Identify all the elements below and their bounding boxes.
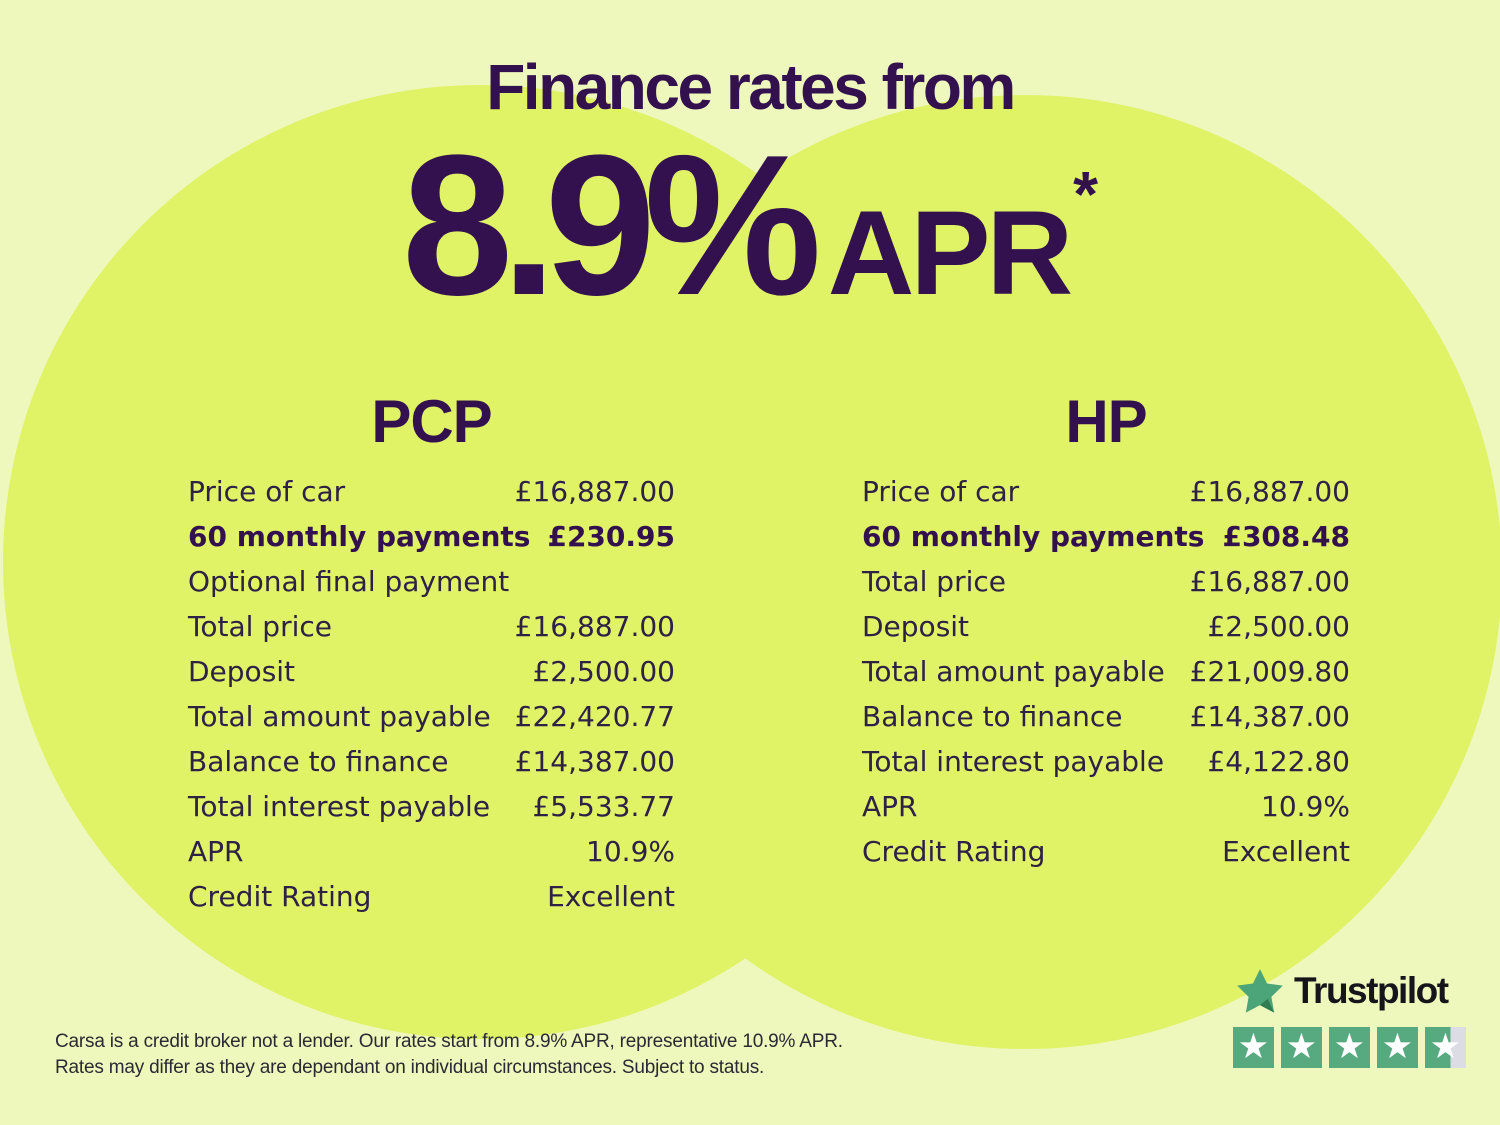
- table-row: [188, 514, 675, 559]
- trustpilot-logo: [1236, 968, 1473, 1014]
- row-label: 60 monthly payments: [862, 520, 1205, 553]
- row-label: Price of car: [188, 475, 346, 508]
- table-row: [188, 874, 675, 919]
- row-label: Price of car: [862, 475, 1020, 508]
- row-label: Total amount payable: [862, 655, 1165, 688]
- row-label: Total price: [188, 610, 332, 643]
- table-row: [188, 469, 675, 514]
- table-row: [862, 784, 1350, 829]
- row-value: £16,887.00: [514, 610, 675, 643]
- hp-heading: HP: [1065, 388, 1147, 455]
- row-value: £5,533.77: [532, 790, 675, 823]
- row-value: £2,500.00: [1207, 610, 1350, 643]
- table-row: [862, 829, 1350, 874]
- table-row: [188, 694, 675, 739]
- disclaimer-text: [55, 1029, 843, 1080]
- rating-star-box: ★: [1377, 1027, 1418, 1068]
- trustpilot-badge: [1233, 968, 1473, 1068]
- pcp-table: [188, 469, 675, 919]
- rate-asterisk: *: [1073, 158, 1099, 230]
- rating-star-box: ★: [1329, 1027, 1370, 1068]
- row-label: Optional final payment: [188, 565, 510, 598]
- table-row: [862, 559, 1350, 604]
- trustpilot-rating-stars: [1233, 1027, 1473, 1068]
- row-label: Credit Rating: [188, 880, 372, 913]
- table-row: [188, 829, 675, 874]
- rating-star-box: ★: [1233, 1027, 1274, 1068]
- pcp-heading: PCP: [371, 388, 492, 455]
- row-label: Deposit: [862, 610, 970, 643]
- row-value: £308.48: [1222, 520, 1350, 553]
- rate-unit: APR: [827, 186, 1070, 320]
- table-row: [188, 739, 675, 784]
- trustpilot-star-icon: [1236, 968, 1284, 1014]
- row-value: £22,420.77: [514, 700, 675, 733]
- row-value: Excellent: [1222, 835, 1350, 868]
- headline-rate: [0, 111, 1500, 341]
- hp-column: [862, 387, 1350, 868]
- table-row: [188, 649, 675, 694]
- row-label: 60 monthly payments: [188, 520, 531, 553]
- row-value: £16,887.00: [1189, 565, 1350, 598]
- table-row: [862, 469, 1350, 514]
- row-value: £16,887.00: [1189, 475, 1350, 508]
- row-value: Excellent: [547, 880, 675, 913]
- row-value: £21,009.80: [1189, 655, 1350, 688]
- trustpilot-wordmark: Trustpilot: [1294, 970, 1448, 1011]
- row-label: Total price: [862, 565, 1006, 598]
- row-label: APR: [188, 835, 244, 868]
- row-value: £230.95: [547, 520, 675, 553]
- row-label: Balance to finance: [862, 700, 1123, 733]
- table-row: [188, 604, 675, 649]
- row-value: £4,122.80: [1207, 745, 1350, 778]
- pcp-column: [188, 387, 675, 913]
- row-label: Credit Rating: [862, 835, 1046, 868]
- table-row: [862, 514, 1350, 559]
- row-label: Balance to finance: [188, 745, 449, 778]
- table-row: [862, 694, 1350, 739]
- row-value: £14,387.00: [514, 745, 675, 778]
- row-label: Total interest payable: [188, 790, 491, 823]
- table-row: [862, 649, 1350, 694]
- row-value: 10.9%: [586, 835, 675, 868]
- table-row: [188, 559, 675, 604]
- page-title: Finance rates from: [486, 51, 1014, 123]
- rate-value: 8.9%: [401, 114, 810, 337]
- hp-table: [862, 469, 1350, 874]
- row-value: £16,887.00: [514, 475, 675, 508]
- rating-star-box-partial: ★: [1425, 1027, 1466, 1068]
- disclaimer-line-2: Rates may differ as they are dependant on individual circumstances. Subject to status.: [55, 1056, 765, 1078]
- table-row: [188, 784, 675, 829]
- disclaimer-line-1: Carsa is a credit broker not a lender. Our rates start from 8.9% APR, representative 10.9% APR.: [55, 1031, 843, 1052]
- row-label: Deposit: [188, 655, 296, 688]
- row-label: APR: [862, 790, 918, 823]
- table-row: [862, 739, 1350, 784]
- table-row: [862, 604, 1350, 649]
- row-value: 10.9%: [1261, 790, 1350, 823]
- rating-star-box: ★: [1281, 1027, 1322, 1068]
- row-label: Total amount payable: [188, 700, 491, 733]
- row-value: £2,500.00: [532, 655, 675, 688]
- row-label: Total interest payable: [862, 745, 1165, 778]
- row-value: £14,387.00: [1189, 700, 1350, 733]
